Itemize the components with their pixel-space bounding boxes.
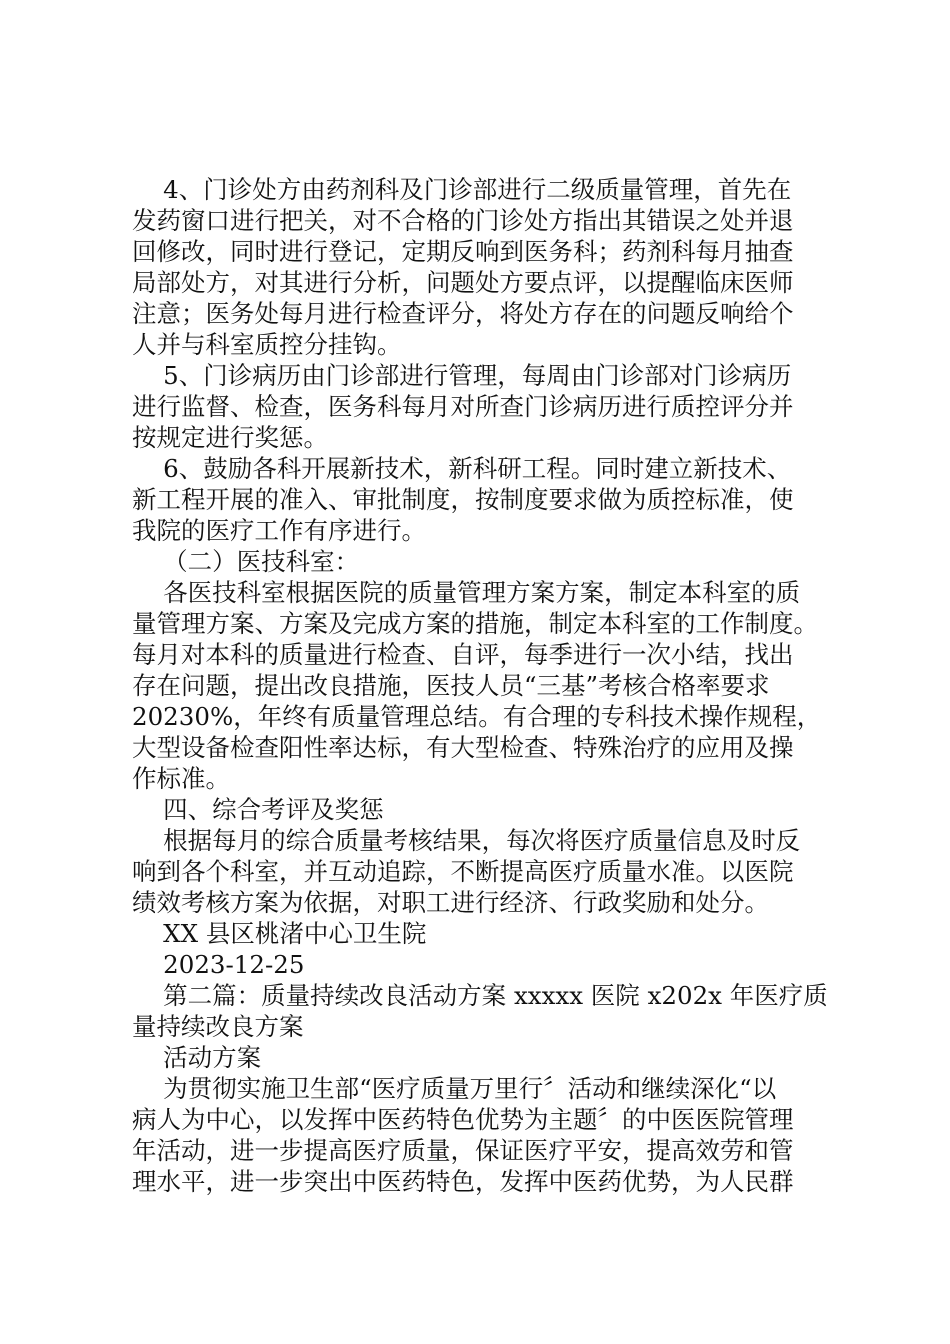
text-line: 按规定进行奖惩。 xyxy=(132,423,328,452)
text-line: 响到各个科室，并互动追踪，不断提高医疗质量水准。以医院 xyxy=(132,857,794,886)
text-line: 年活动，进一步提高医疗质量，保证医疗平安，提高效劳和管 xyxy=(132,1136,794,1165)
text-line: 存在问题，提出改良措施，医技人员“三基”考核合格率要求 xyxy=(132,671,770,700)
document-date: 2023-12-25 xyxy=(132,950,305,979)
section-heading: （二）医技科室： xyxy=(132,547,360,576)
text-line: 我院的医疗工作有序进行。 xyxy=(132,516,426,545)
chapter-title-continued: 量持续改良方案 xyxy=(132,1012,304,1041)
text-line: 绩效考核方案为依据，对职工进行经济、行政奖励和处分。 xyxy=(132,888,769,917)
text-line: 每月对本科的质量进行检查、自评，每季进行一次小结，找出 xyxy=(132,640,794,669)
text-line: 发药窗口进行把关，对不合格的门诊处方指出其错误之处并退 xyxy=(132,206,794,235)
text-line: 为贯彻实施卫生部“医疗质量万里行〞活动和继续深化“以 xyxy=(132,1074,777,1103)
text-line: 注意；医务处每月进行检查评分，将处方存在的问题反响给个 xyxy=(132,299,794,328)
text-line: 5、门诊病历由门诊部进行管理，每周由门诊部对门诊病历 xyxy=(132,361,792,390)
section-heading: 四、综合考评及奖惩 xyxy=(132,795,384,824)
text-line: 6、鼓励各科开展新技术，新科研工程。同时建立新技术、 xyxy=(132,454,792,483)
text-line: 新工程开展的准入、审批制度，按制度要求做为质控标准，使 xyxy=(132,485,794,514)
text-line: 理水平，进一步突出中医药特色，发挥中医药优势，为人民群 xyxy=(132,1167,794,1196)
text-line: 进行监督、检查，医务科每月对所查门诊病历进行质控评分并 xyxy=(132,392,794,421)
text-line: 各医技科室根据医院的质量管理方案方案，制定本科室的质 xyxy=(132,578,801,607)
text-line: 病人为中心，以发挥中医药特色优势为主题〞的中医医院管理 xyxy=(132,1105,794,1134)
text-line: 作标准。 xyxy=(132,764,230,793)
text-line: 人并与科室质控分挂钩。 xyxy=(132,330,402,359)
text-line: 局部处方，对其进行分析，问题处方要点评，以提醒临床医师 xyxy=(132,268,794,297)
organization-signature: XX 县区桃渚中心卫生院 xyxy=(132,919,427,948)
text-line: 4、门诊处方由药剂科及门诊部进行二级质量管理，首先在 xyxy=(132,175,792,204)
text-line: 量管理方案、方案及完成方案的措施，制定本科室的工作制度。 xyxy=(132,609,818,638)
chapter-title: 第二篇：质量持续改良活动方案 xxxxx 医院 x202x 年医疗质 xyxy=(132,981,828,1010)
text-line: 20230%，年终有质量管理总结。有合理的专科技术操作规程， xyxy=(132,702,822,731)
section-heading: 活动方案 xyxy=(132,1043,262,1072)
text-line: 根据每月的综合质量考核结果，每次将医疗质量信息及时反 xyxy=(132,826,801,855)
text-line: 大型设备检查阳性率达标，有大型检查、特殊治疗的应用及操 xyxy=(132,733,794,762)
text-line: 回修改，同时进行登记，定期反响到医务科；药剂科每月抽查 xyxy=(132,237,794,266)
